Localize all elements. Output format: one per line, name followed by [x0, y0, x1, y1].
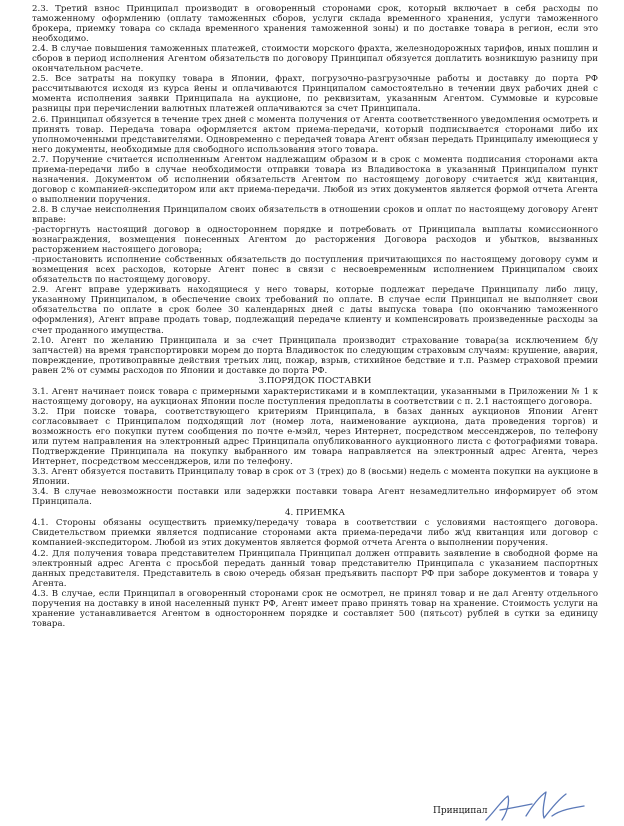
clause-3-4: 3.4. В случае невозможности поставки или задержки поставки товара Агент незамедлительно информирует об этом Принципала. [32, 487, 598, 508]
section-4-heading: 4. ПРИЕМКА [285, 507, 345, 518]
clause-3-1: 3.1. Агент начинает поиск товара с примерными характеристиками и в комплектации, указанными в Приложении № 1 к настоящему договору, на аукционах Японии после поступления предоплаты в соответствии с п. 2.1 настоящего договора. [32, 386, 598, 407]
clause-4-1: 4.1. Стороны обязаны осуществить приемку/передачу товара в соответствии с условиями настоящего договора. Свидетельством приемки является подписание сторонами акта приема-передачи либо ж\д квитанция или договор с компанией-экспедитором. Любой из этих документов является формой отчета Агента о выполнении поручения. [32, 518, 598, 549]
signature-label: Принципал [433, 806, 488, 816]
clause-3-3: 3.3. Агент обязуется поставить Принципалу товар в срок от 3 (трех) до 8 (восьми) недель с момента покупки на аукционе в Японии. [32, 467, 598, 488]
clause-2-5: 2.5. Все затраты на покупку товара в Японии, фрахт, погрузочно-разгрузочные работы и доставку до порта РФ рассчитываются исходя из курса йены и оплачиваются Принципалом самостоятельно в течении двух рабочих дней с момента исполнения заявки Принципала на аукционе, по реквизитам, указанным Агентом. Суммовые и курсовые разницы при перечислении валютных платежей оплачиваются за счет Принципала. [32, 74, 598, 115]
clause-2-8: 2.8. В случае неисполнения Принципалом своих обязательств в отношении сроков и оплат по настоящему договору Агент вправе: [32, 204, 598, 225]
clause-2-8-option-terminate: -расторгнуть настоящий договор в одностороннем порядке и потребовать от Принципала выплаты комиссионного вознаграждения, возмещения понесенных Агентом до расторжения Договора расходов и убытков, вызванных расторжением настоящего договора; [32, 225, 598, 256]
handwritten-signature [480, 786, 600, 826]
clause-4-3: 4.3. В случае, если Принципал в оговоренный сторонами срок не осмотрел, не принял товар и не дал Агенту отдельного поручения на доставку в иной населенный пункт РФ, Агент имеет право принять товар на хранение. Стоимость услуги на хранение устанавливается Агентом в одностороннем порядке и составляет 500 (пятьсот) рублей в сутки за единицу товара. [32, 588, 598, 629]
clause-2-9: 2.9. Агент вправе удерживать находящиеся у него товары, которые подлежат передаче Принципалу либо лицу, указанному Принципалом, в обеспечение своих требований по оплате. В случае если Принципал не выполняет свои обязательства по оплате в срок более 30 календарных дней с даты выпуска товара (по окончанию таможенного оформления), Агент вправе продать товар, подлежащий передаче клиенту и компенсировать произведенные расходы за счет проданного имущества. [32, 285, 598, 336]
document-body [32, 4, 598, 629]
clause-2-3: 2.3. Третий взнос Принципал производит в оговоренный сторонами срок, который включает в себя расходы по таможенному оформлению (оплату таможенных сборов, услуги склада временного хранения, услуги таможенного брокера, приемку товара со склада временного хранения таможенной зоны) и по доставке товара в регион, если это необходимо. [32, 4, 598, 45]
clause-4-2: 4.2. Для получения товара представителем Принципала Принципал должен отправить заявление в свободной форме на электронный адрес Агента с просьбой передать данный товар представителю Принципала с указанием паспортных данных представителя. Представитель в свою очередь обязан предъявить паспорт РФ при заборе документов и товара у Агента. [32, 548, 598, 589]
clause-2-6: 2.6. Принципал обязуется в течение трех дней с момента получения от Агента соответственного уведомления осмотреть и принять товар. Передача товара оформляется актом приема-передачи, который подписывается сторонами либо их уполномоченными представителями. Одновременно с передачей товара Агент обязан передать Принципалу имеющиеся у него документы, необходимые для свободного использования этого товара. [32, 114, 599, 155]
clause-2-7: 2.7. Поручение считается исполненным Агентом надлежащим образом и в срок с момента подписания сторонами акта приема-передачи либо в случае необходимости отправки товара из Владивостока в указанный Принципалом пункт назначения. Документом об исполнении обязательств Агентом по настоящему договору считается ж\д квитанция, договор с компанией-экспедитором или акт приема-передачи. Любой из этих документов является формой отчета Агента о выполнении поручения. [32, 154, 598, 205]
clause-2-4: 2.4. В случае повышения таможенных платежей, стоимости морского фрахта, железнодорожных тарифов, иных пошлин и сборов в период исполнения Агентом обязательств по договору Принципал обязуется доплатить возникшую разницу при окончательном расчете. [32, 44, 598, 75]
section-3-heading: 3.ПОРЯДОК ПОСТАВКИ [258, 376, 372, 387]
clause-3-2: 3.2. При поиске товара, соответствующего критериям Принципала, в базах данных аукционов Японии Агент согласовывает с Принципалом подходящий лот (номер лота, наименование аукциона, дата проведения торгов) и возможность его покупки путем сообщения по почте е-мэйл, через Интернет, посредством мессенджеров, по телефону или путем направления на электронный адрес Принципала опубликованного аукционного листа с фотографиями товара. Подтверждение Принципала на покупку выбранного им товара направляется на электронный адрес Агента, через Интернет, посредством мессенджеров, или по телефону. [32, 406, 598, 468]
clause-2-8-option-suspend: -приостановить исполнение собственных обязательств до поступления причитающихся по настоящему договору сумм и возмещения всех расходов, которые Агент понес в связи с несвоевременным исполнением Принципалом своих обязательств по настоящему договору. [32, 255, 598, 286]
clause-2-10: 2.10. Агент по желанию Принципала и за счет Принципала производит страхование товара(за исключением б/у запчастей) на время транспортировки морем до порта Владивосток по следующим страховым случаям: крушение, авария, повреждение, противоправные действия третьих лиц, пожар, взрыв, стихийное бедствие и т.п. Размер страховой премии равен 2% от суммы расходов по Японии и доставке до порта РФ. [32, 335, 598, 376]
